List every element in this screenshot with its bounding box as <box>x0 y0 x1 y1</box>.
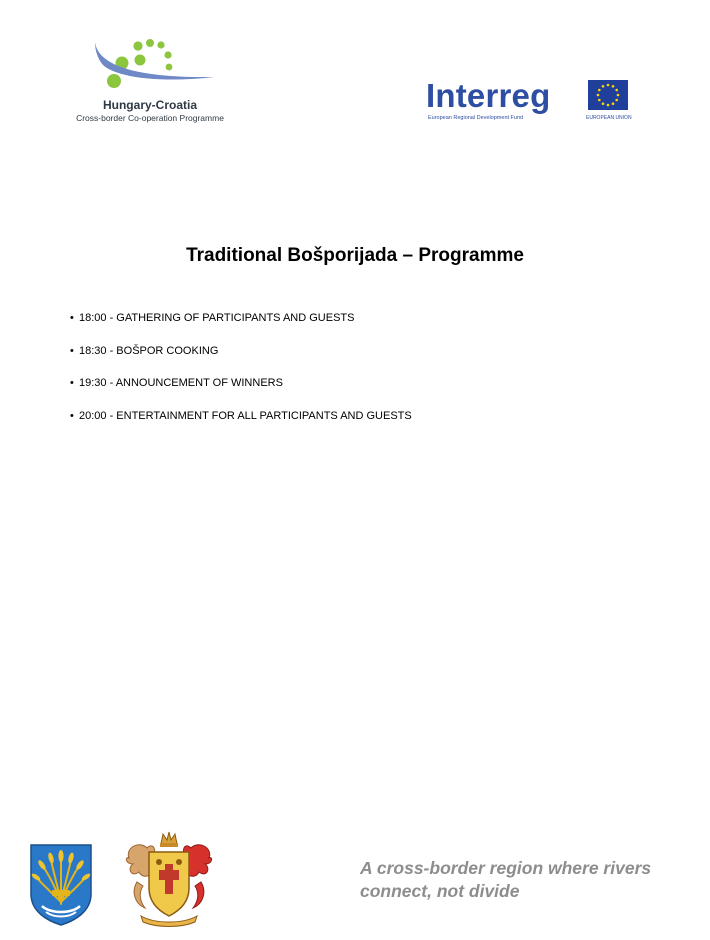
interreg-fund-label: European Regional Development Fund <box>428 115 524 121</box>
eu-flag-icon <box>588 80 628 110</box>
programme-list <box>70 311 412 441</box>
tagline <box>360 857 680 903</box>
bullet: • <box>70 344 74 357</box>
tagline-line-2: connect, not divide <box>360 881 520 901</box>
hungary-croatia-logo <box>70 36 235 128</box>
tagline-line-1: A cross-border region where rivers <box>360 858 652 878</box>
list-item <box>70 409 412 423</box>
list-item-text: 18:30 - BOŠPOR COOKING <box>79 344 219 357</box>
bullet: • <box>70 377 74 389</box>
bullet: • <box>70 409 74 422</box>
eu-label: EUROPEAN UNION <box>586 115 632 121</box>
page-title: Traditional Bošporijada – Programme <box>186 245 524 266</box>
bullet: • <box>70 312 74 324</box>
hungary-croatia-subtitle: Cross-border Co-operation Programme <box>76 113 224 123</box>
list-item <box>70 376 412 390</box>
list-item-text: 18:00 - GATHERING OF PARTICIPANTS AND GUESTS <box>79 312 355 324</box>
interreg-wordmark: Interreg <box>426 77 551 114</box>
municipal-coat-of-arms-1 <box>30 844 92 926</box>
list-item <box>70 344 412 358</box>
hungary-croatia-title: Hungary-Croatia <box>102 98 197 112</box>
list-item-text: 20:00 - ENTERTAINMENT FOR ALL PARTICIPANTS AND GUESTS <box>79 409 412 422</box>
list-item-text: 19:30 - ANNOUNCEMENT OF WINNERS <box>79 377 283 389</box>
list-item <box>70 311 412 325</box>
municipal-coat-of-arms-2 <box>125 830 213 930</box>
interreg-logo <box>426 78 636 124</box>
hungary-croatia-emblem <box>92 36 217 96</box>
